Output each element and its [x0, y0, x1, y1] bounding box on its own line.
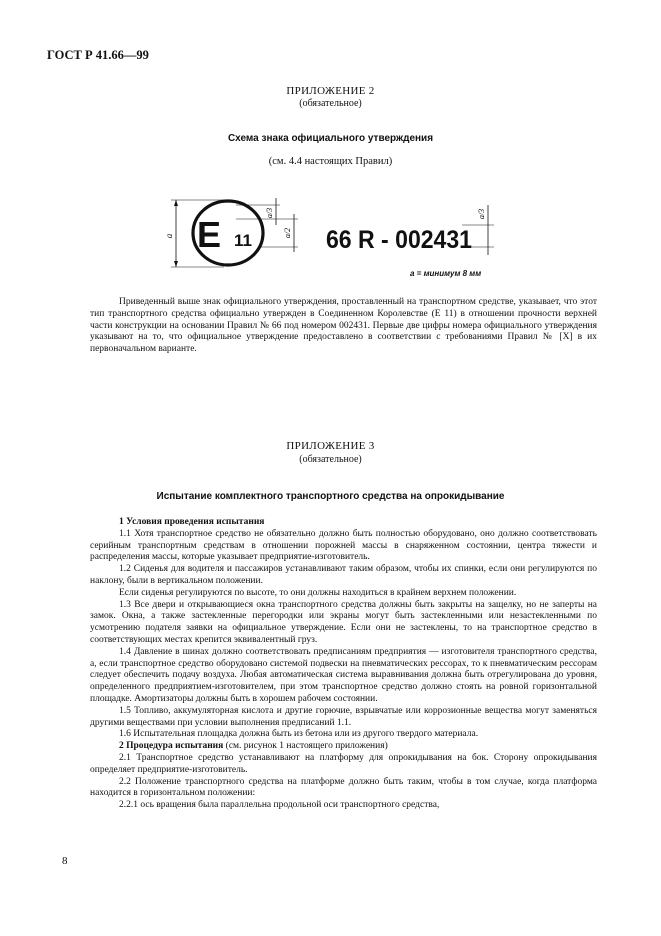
appendix3-title: ПРИЛОЖЕНИЕ 3 — [286, 440, 375, 452]
clause-1-1: 1.1 Хотя транспортное средство не обязательно должно быть полностью оборудовано, оно должно соответствовать серийным транспортным средствам в отношении порожней массы в снаряженном состоянии, центра тяжести и распределения массы, которые указывает предприятие-изготовитель. — [90, 528, 597, 563]
clause-1-4: 1.4 Давление в шинах должно соответствовать предписаниям предприятия — изготовителя транспортного средства, а, если транспортное средство оборудовано системой подвески на пневматических рессорах, то к пневматическим рессорам следует обеспечить подачу воздуха. Любая автоматическая система выравнивания должна быть отрегулирована до уровня, определенного предприятием-изготовителем, при этом транспортное средство должно стоять на ровной горизонтальной площадке. Амортизаторы должны быть в хорошем рабочем состоянии. — [90, 646, 597, 704]
dim-a-label: a — [164, 233, 174, 239]
section2-reference: (см. рисунок 1 настоящего приложения) — [223, 741, 388, 752]
mark-size-note: a = минимум 8 мм — [410, 269, 482, 278]
appendix2-explanation: Приведенный выше знак официального утверждения, проставленный на транспортном средстве, указывает, что этот тип транспортного средства официально утвержден в Соединенном Королевстве (Е 11) в отношении прочности верхней части конструкции на основании Правил № 66 под номером 002431. Первые две цифры номера официального утверждения указывают на то, что официальное утверждение предоставлено в соответствии с требованиями Правил № [X] в их первоначальном варианте. — [90, 297, 597, 355]
clause-1-5: 1.5 Топливо, аккумуляторная кислота и другие горючие, взрывчатые или коррозионные вещества могут заменяться другими веществами при условии выполнения предписаний 1.1. — [90, 705, 597, 728]
mark-letter: E — [196, 214, 222, 255]
dim-a2-label: a/2 — [283, 227, 292, 239]
section1-title: 1 Условия проведения испытания — [119, 517, 265, 527]
clause-1-2: 1.2 Сиденья для водителя и пассажиров устанавливают таким образом, чтобы их спинки, если они регулируются по наклону, были в вертикальном положении. — [90, 564, 597, 586]
appendix3-status: (обязательное) — [299, 454, 362, 465]
appendix2-title: ПРИЛОЖЕНИЕ 2 — [286, 85, 375, 97]
clause-1-3: 1.3 Все двери и открывающиеся окна транспортного средства должны быть закрыты на защелку, но не заперты на замок. Окна, а также застекленные перегородки или экраны могут быть застекленными или незастекленными по усмотрению подателя заявки на официальное утверждение. Если они не застеклены, то на транспортное средство в соответствующих местах крепится эквивалентный груз. — [90, 599, 597, 645]
appendix3-heading: Испытание комплектного транспортного средства на опрокидывание — [156, 491, 505, 502]
mark-country-code: 11 — [234, 231, 252, 250]
clause-1-2-note: Если сиденья регулируются по высоте, то они должны находиться в крайнем верхнем положении. — [119, 587, 517, 598]
dim-a3-top-label: a/3 — [265, 207, 274, 219]
page-number: 8 — [62, 855, 68, 867]
dim-a3-right-label: a/3 — [477, 208, 486, 220]
section2-title: 2 Процедура испытания (см. рисунок 1 настоящего приложения) — [119, 741, 388, 752]
appendix3-body — [90, 517, 597, 812]
appendix2-heading: Схема знака официального утверждения — [227, 133, 434, 144]
clause-2-1: 2.1 Транспортное средство устанавливают на платформу для опрокидывания на бок. Сторону опрокидывания определяет предприятие-изготовитель. — [90, 752, 597, 775]
document-header: ГОСТ Р 41.66—99 — [47, 48, 149, 62]
appendix2-paragraph — [90, 297, 597, 356]
clause-1-6: 1.6 Испытательная площадка должна быть из бетона или из другого твердого материала. — [119, 729, 479, 740]
approval-code: 66 R - 002431 — [326, 226, 473, 254]
appendix2-status: (обязательное) — [299, 98, 362, 109]
appendix2-reference: (см. 4.4 настоящих Правил) — [268, 156, 393, 167]
clause-2-2: 2.2 Положение транспортного средства на платформе должно быть таким, чтобы в том случае, когда платформа находится в горизонтальном положении: — [90, 776, 597, 799]
dimension-a2 — [260, 214, 298, 252]
clause-2-2-1: 2.2.1 ось вращения была параллельна продольной оси транспортного средства, — [119, 800, 440, 811]
